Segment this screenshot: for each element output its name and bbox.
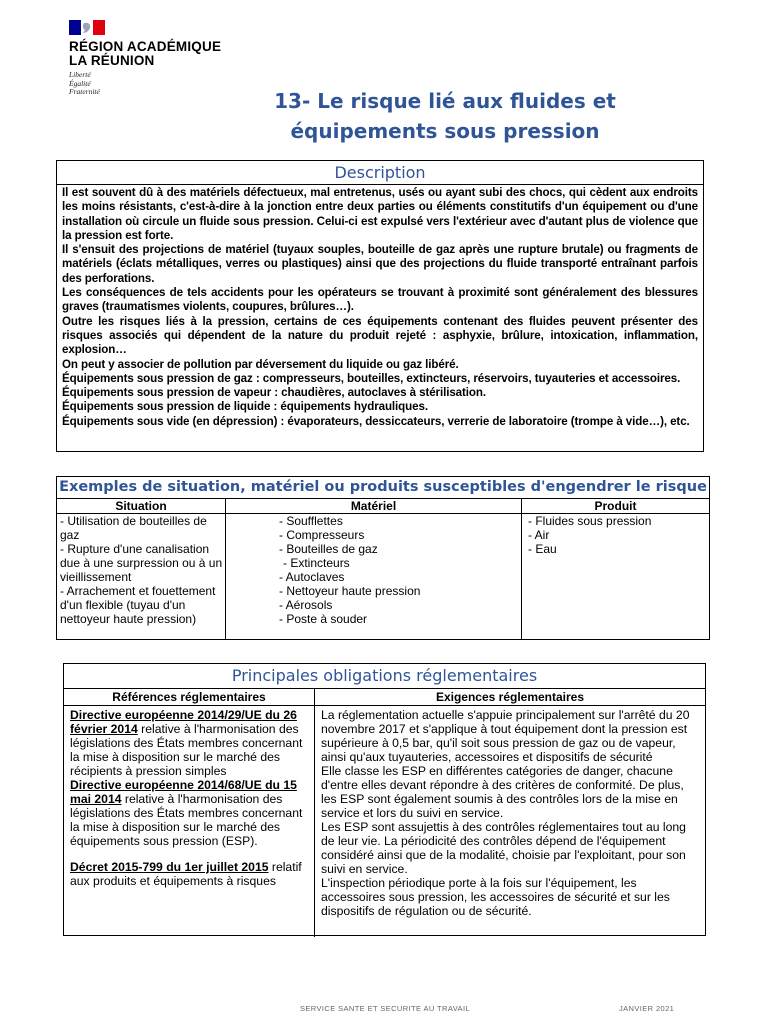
page-title-line1: 13- Le risque lié aux fluides et xyxy=(274,89,616,113)
marianne-icon xyxy=(78,21,96,34)
description-paragraph: Il s'ensuit des projections de matériel (tuyaux souples, bouteille de gaz après une rupture brutale) ou fragments de matériels (éclats métalliques, verres ou plastiques) ainsi que des projections du fluide transporté entraînant parfois des perforations. xyxy=(62,243,698,285)
col-header-produit: Produit xyxy=(521,499,709,514)
materiel-item: - Autoclaves xyxy=(279,570,345,584)
french-flag-icon xyxy=(69,20,105,35)
produit-item: - Air xyxy=(528,528,550,542)
references-cell xyxy=(64,706,314,937)
produit-item: - Eau xyxy=(528,542,557,556)
motto-fraternite: Fraternité xyxy=(69,87,100,96)
produit-item: - Fluides sous pression xyxy=(528,514,652,528)
materiel-item: - Nettoyeur haute pression xyxy=(279,584,421,598)
exigences-cell xyxy=(314,706,705,937)
exigence-paragraph: L'inspection périodique porte à la fois sur l'équipement, les accessoires sous pression, les accessoires de sécurité et sur les dispositifs de régulation ou de sécurité. xyxy=(321,876,670,918)
obligations-section xyxy=(63,663,706,936)
description-paragraph: Équipements sous vide (en dépression) : évaporateurs, dessiccateurs, verrerie de laboratoire (trompe à vide…), etc. xyxy=(62,414,690,428)
reference-text: relatif aux produits et équipements à risques xyxy=(70,860,302,888)
materiel-item: - Poste à souder xyxy=(279,612,368,626)
exigence-paragraph: La réglementation actuelle s'appuie principalement sur l'arrêté du 20 novembre 2017 et s'applique à tout équipement dont la pression est supérieure à 0,5 bar, qu'il soit sous pression de gaz ou de vapeur, ainsi qu'aux tuyauteries, accessoires et dispositifs de sécurité xyxy=(321,708,690,764)
motto-liberte: Liberté xyxy=(69,70,91,79)
examples-heading: Exemples de situation, matériel ou produits susceptibles d'engendrer le risque xyxy=(57,477,709,499)
examples-table xyxy=(57,499,709,639)
produit-cell xyxy=(521,514,709,639)
exigence-paragraph: Elle classe les ESP en différentes catégories de danger, chacune d'entre elles devant répondre à des critères de conformité. De plus, les ESP sont également soumis à des contrôles lors de la mise en service et lors du suivi en service. xyxy=(321,764,684,820)
situation-cell xyxy=(57,514,225,639)
description-section xyxy=(56,160,704,452)
materiel-item: - Compresseurs xyxy=(279,528,365,542)
col-header-materiel: Matériel xyxy=(225,499,521,514)
description-paragraph: Outre les risques liés à la pression, certains de ces équipements contenant des fluides peuvent présenter des risques associés qui dépendent de la nature du produit rejeté : asphyxie, brûlure, intoxication, inflammation, explosion… xyxy=(62,314,698,357)
reference-title: Décret 2015-799 du 1er juillet 2015 xyxy=(70,860,269,874)
reference-entry xyxy=(70,778,308,848)
description-paragraph: Équipements sous pression de liquide : équipements hydrauliques. xyxy=(62,400,428,414)
reference-entry xyxy=(70,860,308,888)
materiel-cell xyxy=(225,514,521,639)
description-paragraph: Les conséquences de tels accidents pour les opérateurs se trouvant à proximité sont généralement des blessures graves (traumatismes violents, coupures, brûlures…). xyxy=(62,286,698,314)
materiel-item: - Extincteurs xyxy=(283,556,350,570)
col-header-exigences: Exigences réglementaires xyxy=(314,689,705,706)
description-paragraph: Il est souvent dû à des matériels défectueux, mal entretenus, usés ou ayant subi des chocs, qui cèdent aux endroits les moins résistants, c'est-à-dire à la jonction entre deux parties ou éléments constitutifs d'un équipement ou d'une installation où circule un fluide sous pression. Celui-ci est expulsé vers l'extérieur avec d'autant plus de violence que la pression est forte. xyxy=(62,186,698,242)
situation-item: - Arrachement et fouettement d'un flexible (tuyau d'un nettoyeur haute pression) xyxy=(60,584,216,626)
situation-item: - Utilisation de bouteilles de gaz xyxy=(60,514,207,542)
description-body xyxy=(57,185,703,429)
situation-item: - Rupture d'une canalisation due à une surpression ou à un vieillissement xyxy=(60,542,223,584)
description-paragraph: Équipements sous pression de vapeur : chaudières, autoclaves à stérilisation. xyxy=(62,386,486,400)
obligations-table xyxy=(64,689,705,937)
reference-title: Directive européenne 2014/29/UE du 26 février 2014 xyxy=(70,708,297,736)
materiel-item: - Bouteilles de gaz xyxy=(279,542,378,556)
page-title-line2: équipements sous pression xyxy=(290,119,600,143)
examples-section xyxy=(56,476,710,640)
motto-egalite: Égalité xyxy=(69,78,91,88)
reference-entry xyxy=(70,708,308,778)
reference-text: relative à l'harmonisation des législations des États membres concernant la mise à disposition sur le marché des équipements sous pression (ESP). xyxy=(70,792,303,848)
reference-title: Directive européenne 2014/68/UE du 15 mai 2014 xyxy=(70,778,297,806)
description-paragraph: On peut y associer de pollution par déversement du liquide ou gaz libéré. xyxy=(62,357,459,371)
org-name-line2: LA RÉUNION xyxy=(69,53,155,68)
col-header-references: Références réglementaires xyxy=(64,689,314,706)
page-title xyxy=(230,86,660,146)
materiel-item: - Aérosols xyxy=(279,598,333,612)
description-paragraph: Équipements sous pression de gaz : compresseurs, bouteilles, extincteurs, réservoirs, tuyauteries et accessoires. xyxy=(62,371,681,385)
obligations-heading: Principales obligations réglementaires xyxy=(64,664,705,689)
description-heading: Description xyxy=(57,161,703,185)
footer-date: JANVIER 2021 xyxy=(619,1004,675,1013)
org-name-line1: RÉGION ACADÉMIQUE xyxy=(69,39,222,54)
exigence-paragraph: Les ESP sont assujettis à des contrôles réglementaires tout au long de leur vie. La périodicité des contrôles dépend de l'équipement considéré ainsi que de la modalité, choisie par l'exploitant, pour son suivi en service. xyxy=(321,820,686,876)
materiel-item: - Soufflettes xyxy=(279,514,343,528)
footer-service: SERVICE SANTE ET SECURITE AU TRAVAIL xyxy=(300,1004,470,1013)
reference-text: relative à l'harmonisation des législations des États membres concernant la mise à disposition sur le marché des récipients à pression simples xyxy=(70,722,303,778)
col-header-situation: Situation xyxy=(57,499,225,514)
